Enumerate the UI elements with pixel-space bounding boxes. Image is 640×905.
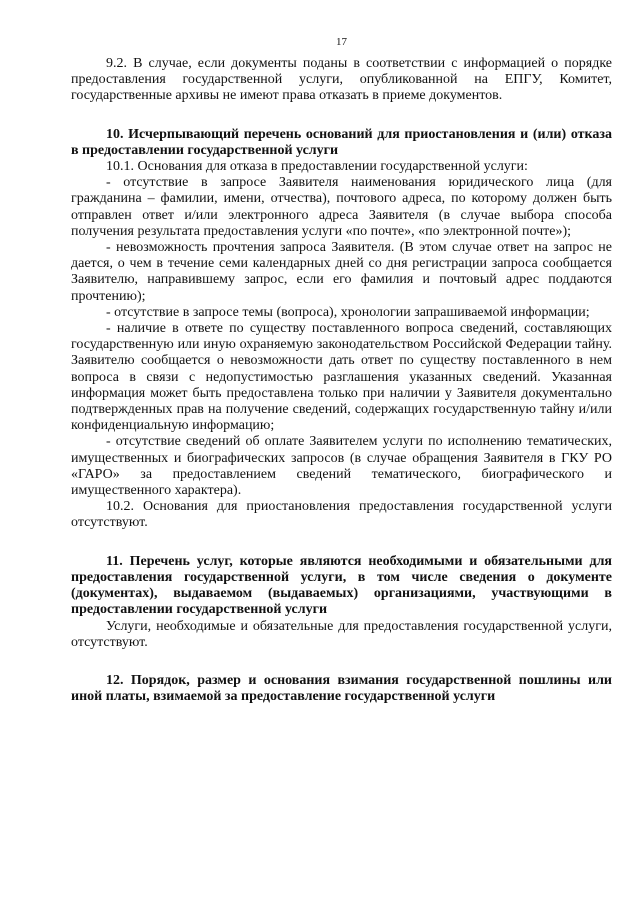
list-item: - наличие в ответе по существу поставленного вопроса сведений, составляющих государственную или иную охраняемую законодательством Российской Федерации тайну. Заявителю сообщается о невозможности дать ответ по существу поставленного в нем вопроса в связи с недопустимостью разглашения указанных сведений. Указанная информация может быть предоставлена только при наличии у Заявителя документально подтвержденных прав на получение сведений, содержащих государственную тайну и/или конфиденциальную информацию; bbox=[71, 321, 612, 434]
paragraph-10-1: 10.1. Основания для отказа в предоставлении государственной услуги: bbox=[106, 159, 528, 175]
list-item: - отсутствие в запросе темы (вопроса), хронологии запрашиваемой информации; bbox=[106, 304, 590, 320]
spacer bbox=[71, 651, 612, 673]
page-number: 17 bbox=[336, 36, 347, 48]
list-item: - невозможность прочтения запроса Заявителя. (В этом случае ответ на запрос не дается, о чем в течение семи календарных дней со дня регистрации запроса сообщается Заявителю, направившему запрос, если его фамилия и почтовый адрес поддаются прочтению); bbox=[71, 240, 612, 304]
spacer bbox=[71, 105, 612, 127]
paragraph-9-2: 9.2. В случае, если документы поданы в соответствии с информацией о порядке предоставления государственной услуги, опубликованной на ЕПГУ, Комитет, государственные архивы не имеют права отказать в приеме документов. bbox=[71, 56, 612, 104]
paragraph-11: Услуги, необходимые и обязательные для предоставления государственной услуги, отсутствуют. bbox=[71, 618, 612, 650]
section-12-heading: 12. Порядок, размер и основания взимания государственной пошлины или иной платы, взимаемой за предоставление государственной услуги bbox=[71, 672, 612, 705]
section-11-heading: 11. Перечень услуг, которые являются необходимыми и обязательными для предоставления государственной услуги, в том числе сведения о документе (документах), выдаваемом (выдаваемых) организациями, участвующими в предоставлении государственной услуги bbox=[71, 553, 612, 618]
list-item: - отсутствие в запросе Заявителя наименования юридического лица (для гражданина – фамилии, имени, отчества), почтового адреса, по которому должен быть отправлен ответ и/или электронного адреса Заявителя (в случае выбора способа получения результата предоставления услуги «по почте», «по электронной почте»); bbox=[71, 175, 612, 239]
spacer bbox=[71, 532, 612, 554]
section-10-heading: 10. Исчерпывающий перечень оснований для приостановления и (или) отказа в предоставлении государственной услуги bbox=[71, 126, 612, 158]
paragraph-10-2: 10.2. Основания для приостановления предоставления государственной услуги отсутствуют. bbox=[71, 499, 612, 531]
list-item: - отсутствие сведений об оплате Заявителем услуги по исполнению тематических, имущественных и биографических запросов (в случае обращения Заявителя в ГКУ РО «ГАРО» за предоставлением сведений тематического, биографического и имущественного характера). bbox=[71, 434, 612, 499]
